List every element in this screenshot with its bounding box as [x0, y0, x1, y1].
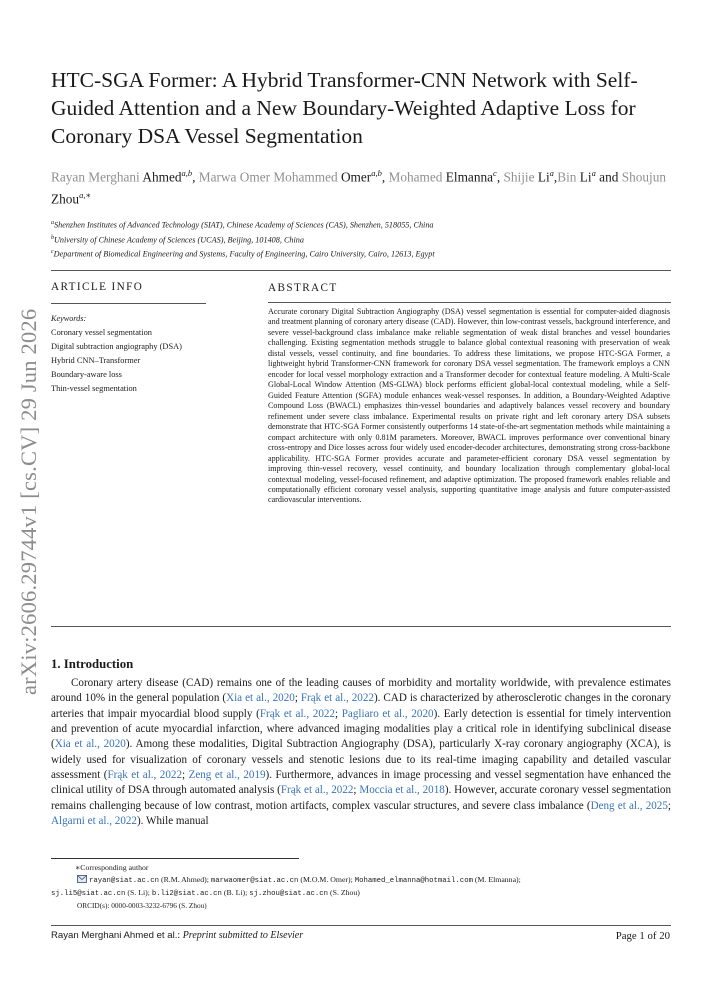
author-separator: and — [595, 169, 622, 185]
author-separator: , — [496, 169, 504, 185]
top-rule — [51, 270, 671, 271]
affiliation-list — [51, 217, 671, 261]
email-owner: (S. Li); — [125, 888, 152, 897]
citation-link[interactable]: Frąk et al., 2022 — [300, 692, 374, 705]
keyword: Boundary-aware loss — [51, 369, 122, 379]
intro-text: ). Early detection is essential for timely intervention and prevention of acute myocardial infarction, where advanced imaging modalities play a critical role in identifying subclinical disease ( — [51, 707, 672, 751]
author-given-name: Shoujun — [621, 169, 667, 185]
author-given-name: Marwa Omer Mohammed — [198, 169, 341, 185]
author-affiliation-mark: a — [591, 168, 596, 178]
author-given-name: Rayan Merghani — [51, 169, 143, 185]
abstract-rule — [268, 302, 671, 303]
footer-journal: Preprint submitted to Elsevier — [182, 930, 304, 941]
author-given-name: Bin — [557, 169, 580, 185]
author-affiliation-mark: a,∗ — [79, 190, 92, 201]
citation-link[interactable]: Xia et al., 2020 — [226, 692, 295, 705]
abstract-bottom-rule — [51, 626, 671, 627]
keyword: Coronary vessel segmentation — [51, 328, 152, 337]
keyword: Hybrid CNN–Transformer — [51, 355, 141, 365]
author-affiliation-mark: c — [493, 168, 497, 178]
citation-link[interactable]: Frąk et al., 2022 — [280, 784, 354, 797]
intro-text: Coronary artery disease (CAD) remains one of the leading causes of morbidity and mortality worldwide, with prevalence estimates around 10% in the general population ( — [51, 677, 671, 705]
author-family-name: Ahmed — [142, 169, 182, 185]
email-owner: (M. Elmanna); — [472, 875, 521, 884]
affiliation-text: Department of Biomedical Engineering and Systems, Faculty of Engineering, Cairo University, Cairo, 12613, Egypt — [53, 250, 435, 260]
affiliation-text: Shenzhen Institutes of Advanced Technology (SIAT), Chinese Academy of Sciences (CAS), Shenzhen, 518055, China — [54, 220, 434, 230]
affiliation-mark: c — [51, 249, 54, 256]
intro-text: ). However, accurate coronary vessel segmentation remains challenging because of low contrast, motion artifacts, complex vascular structures, and severe class imbalance ( — [51, 784, 671, 812]
email-owner: (B. Li); — [221, 888, 250, 897]
affiliation-text: University of Chinese Academy of Sciences (UCAS), Beijing, 101408, China — [54, 235, 304, 245]
author-affiliation-mark: a,b — [181, 168, 193, 178]
intro-text: ; — [667, 799, 671, 812]
citation-link[interactable]: Deng et al., 2025 — [590, 799, 668, 812]
author-family-name: Zhou — [51, 191, 80, 207]
email-owner: (S. Zhou) — [328, 888, 360, 897]
keywords-label: Keywords: — [51, 314, 87, 323]
email-address: marwaomer@siat.ac.cn — [210, 877, 299, 885]
intro-text: ; — [334, 707, 342, 720]
keyword-list — [51, 327, 206, 397]
email-address: b.li2@siat.ac.cn — [151, 890, 222, 898]
intro-text: ). Among these modalities, Digital Subtraction Angiography (DSA), particularly X-ray coronary angiography (XCA), is widely used for visualization of coronary vessels and stenotic lesions due to its real-time imaging capability and detailed vascular assessment ( — [51, 738, 671, 782]
citation-link[interactable]: Algarni et al., 2022 — [51, 815, 137, 828]
affiliation — [51, 246, 671, 261]
envelope-icon — [77, 875, 87, 883]
arxiv-stamp: arXiv:2606.29744v1 [cs.CV] 29 Jun 2026 — [16, 308, 41, 695]
paper-title: HTC-SGA Former: A Hybrid Transformer-CNN Network with Self-Guided Attention and a New Boundary-Weighted Adaptive Loss for Coronary DSA Vessel Segmentation — [51, 68, 638, 148]
section-heading-introduction: 1. Introduction — [51, 657, 134, 671]
intro-text: ; — [182, 769, 189, 782]
affiliation — [51, 232, 671, 247]
email-line-1 — [51, 874, 671, 887]
page-number: Page 1 of 20 — [615, 930, 670, 942]
affiliation-mark: b — [51, 234, 54, 241]
intro-text: ). While manual — [136, 815, 209, 828]
citation-link[interactable]: Pagliaro et al., 2020 — [341, 707, 434, 720]
intro-text: ; — [353, 784, 360, 797]
citation-link[interactable]: Moccia et al., 2018 — [359, 784, 445, 797]
abstract-heading: ABSTRACT — [268, 282, 338, 294]
footnote — [51, 862, 671, 912]
email-address: sj.li5@siat.ac.cn — [51, 890, 126, 898]
affiliation — [51, 217, 671, 232]
author-affiliation-mark: a — [549, 168, 554, 178]
footer-author: Rayan Merghani Ahmed et al. — [51, 930, 178, 941]
introduction-paragraph — [51, 676, 671, 829]
citation-link[interactable]: Xia et al., 2020 — [54, 738, 126, 751]
email-owner: (R.M. Ahmed); — [159, 875, 211, 884]
author-given-name: Shijie — [503, 169, 538, 185]
author-family-name: Li — [579, 169, 592, 185]
corresponding-note: ∗Corresponding author — [75, 863, 149, 872]
keyword: Thin-vessel segmentation — [51, 383, 137, 393]
author-separator: , — [381, 169, 389, 185]
email-address: sj.zhou@siat.ac.cn — [249, 890, 329, 898]
author-list — [51, 164, 676, 209]
author-family-name: Li — [537, 169, 550, 185]
footnote-rule — [51, 858, 299, 859]
author-family-name: Omer — [340, 169, 372, 185]
author-separator: , — [192, 169, 199, 185]
email-line-2 — [51, 887, 671, 900]
author-separator: , — [553, 169, 558, 185]
intro-text: ). Furthermore, advances in image processing and vessel segmentation have enhanced the clinical utility of DSA through automated analysis ( — [51, 769, 671, 797]
citation-link[interactable]: Zeng et al., 2019 — [188, 769, 266, 782]
email-owner: (M.O.M. Omer); — [298, 875, 355, 884]
affiliation-mark: a — [51, 220, 54, 226]
orcid-line: ORCID(s): 0000-0003-3232-6796 (S. Zhou) — [77, 901, 207, 910]
author-family-name: Elmanna — [445, 169, 494, 185]
footer-left: Rayan Merghani Ahmed et al.: Preprint submitted to Elsevier — [51, 930, 304, 941]
article-info-rule — [51, 303, 206, 304]
citation-link[interactable]: Frąk et al., 2022 — [259, 707, 335, 720]
keyword: Digital subtraction angiography (DSA) — [51, 341, 182, 351]
abstract-text: Accurate coronary Digital Subtraction Angiography (DSA) vessel segmentation is essential for computer-aided diagnosis and treatment planning of coronary artery disease (CAD). However, thin low-contrast vessels, background interference, and severe vessel-background class imbalance make reliable segmentation of weak distal branches and vessel boundaries challenging. Existing segmentation methods struggle to balance global contextual reasoning with preservation of weak distal vessels, vessel continuity, and fine boundaries. To address these limitations, we propose HTC-SGA Former, a lightweight hybrid Transformer-CNN framework for coronary DSA vessel segmentation. The framework employs a CNN encoder for local vessel morphology extraction and a Transformer decoder for contextual feature modeling. A Multi-Scale Global-Local Window Attention (MS-GLWA) block performs efficient global-local contextual modeling, while a Self-Guided Feature Attention (SGFA) module enhances weak-vessel responses. In addition, a Boundary-Weighted Adaptive Compound Loss (BWACL) emphasizes thin-vessel boundaries and adaptively balances vessel recovery and boundary refinement under severe class imbalance. Experimental results on private right and left coronary artery DSA subsets demonstrate that HTC-SGA Former consistently outperforms 14 state-of-the-art segmentation methods while maintaining a compact architecture with only 0.81M parameters. Moreover, BWACL improves performance over conventional binary cross-entropy and Dice losses across four widely used encoder-decoder architectures, demonstrating strong cross-backbone applicability. HTC-SGA Former provides accurate and parameter-efficient coronary DSA vessel segmentation by improving thin-vessel recovery, vessel continuity, and boundary localization through complementary global-local contextual modeling, vessel-focused refinement, and adaptive optimization. The proposed framework enables reliable and computationally efficient coronary vessel analysis, supporting quantitative image analysis and future computer-assisted cardiovascular interventions. — [268, 307, 670, 505]
footer-rule — [51, 925, 671, 926]
author-given-name: Mohamed — [388, 169, 446, 185]
email-address: rayan@siat.ac.cn — [89, 877, 160, 885]
intro-text: ). CAD is characterized by atherosclerotic changes in the coronary arteries that impair myocardial blood supply ( — [51, 692, 671, 720]
article-info-heading: ARTICLE INFO — [51, 281, 144, 293]
citation-link[interactable]: Frąk et al., 2022 — [107, 769, 182, 782]
author-affiliation-mark: a,b — [371, 168, 382, 178]
email-address: Mohamed_elmanna@hotmail.com — [354, 877, 473, 885]
intro-text: ; — [294, 692, 301, 705]
